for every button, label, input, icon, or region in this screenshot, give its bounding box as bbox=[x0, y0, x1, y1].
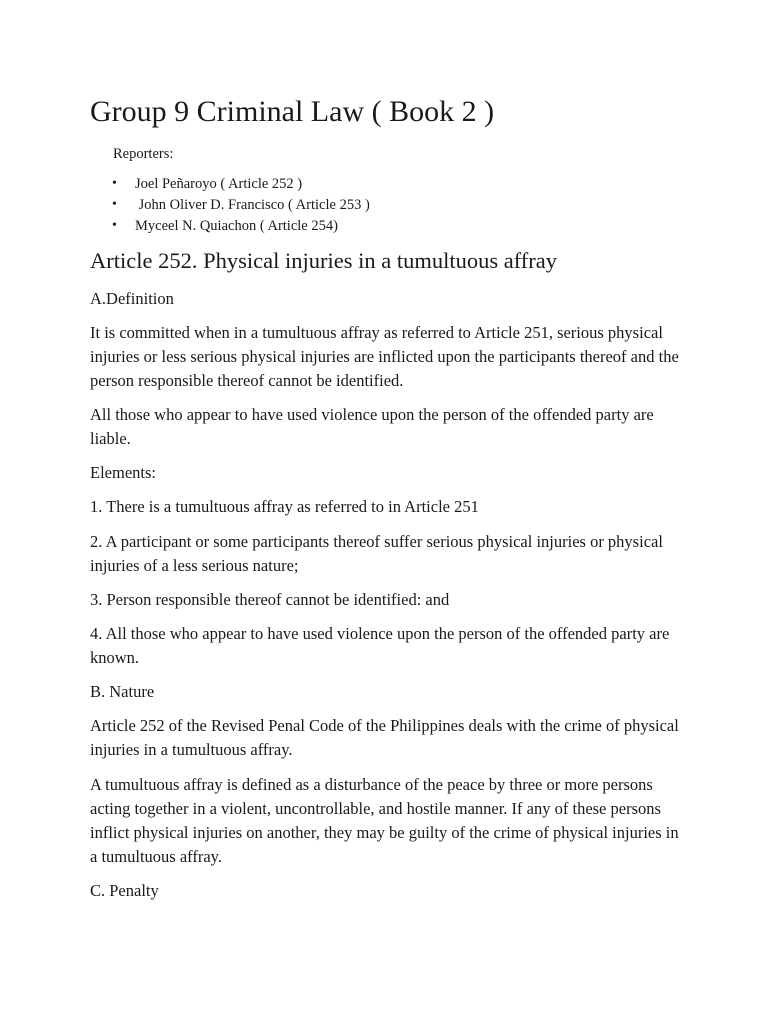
definition-paragraph: It is committed when in a tumultuous affray as referred to Article 251, serious physical injuries or less serious physical injuries are inflicted upon the participants thereof and the person responsible thereof cannot be identified. bbox=[90, 323, 679, 390]
element-item-3: 3. Person responsible thereof cannot be identified: and bbox=[90, 590, 450, 609]
nature-label: B. Nature bbox=[90, 682, 155, 701]
element-item-4: 4. All those who appear to have used violence upon the person of the offended party are known. bbox=[90, 624, 670, 667]
list-item bbox=[0, 196, 370, 217]
elements-label: Elements: bbox=[90, 463, 156, 482]
definition-label: A.Definition bbox=[90, 289, 174, 308]
reporter-name: Joel Peñaroyo ( Article 252 ) bbox=[135, 176, 303, 192]
reporters-list bbox=[0, 175, 370, 238]
nature-paragraph: Article 252 of the Revised Penal Code of the Philippines deals with the crime of physical injuries in a tumultuous affray. bbox=[90, 716, 679, 759]
list-item bbox=[0, 175, 303, 196]
element-item-1: 1. There is a tumultuous affray as referred to in Article 251 bbox=[90, 497, 479, 516]
reporter-name: Myceel N. Quiachon ( Article 254) bbox=[135, 218, 338, 234]
penalty-label: C. Penalty bbox=[90, 881, 159, 900]
reporter-name: John Oliver D. Francisco ( Article 253 ) bbox=[135, 197, 370, 213]
nature-paragraph-2: A tumultuous affray is defined as a disturbance of the peace by three or more persons acting together in a violent, uncontrollable, and hostile manner. If any of these persons inflict physical injuries on another, they may be guilty of the crime of physical injuries in a tumultuous affray. bbox=[90, 775, 679, 866]
document-title: Group 9 Criminal Law ( Book 2 ) bbox=[90, 95, 495, 128]
definition-paragraph-2: All those who appear to have used violence upon the person of the offended party are liable. bbox=[90, 405, 654, 448]
bullet-icon: • bbox=[112, 197, 117, 212]
bullet-icon: • bbox=[112, 176, 117, 191]
article-heading: Article 252. Physical injuries in a tumultuous affray bbox=[90, 248, 557, 273]
bullet-icon: • bbox=[112, 218, 117, 233]
element-item-2: 2. A participant or some participants thereof suffer serious physical injuries or physical injuries of a less serious nature; bbox=[90, 532, 663, 575]
list-item bbox=[0, 217, 338, 238]
reporters-label: Reporters: bbox=[113, 146, 174, 162]
